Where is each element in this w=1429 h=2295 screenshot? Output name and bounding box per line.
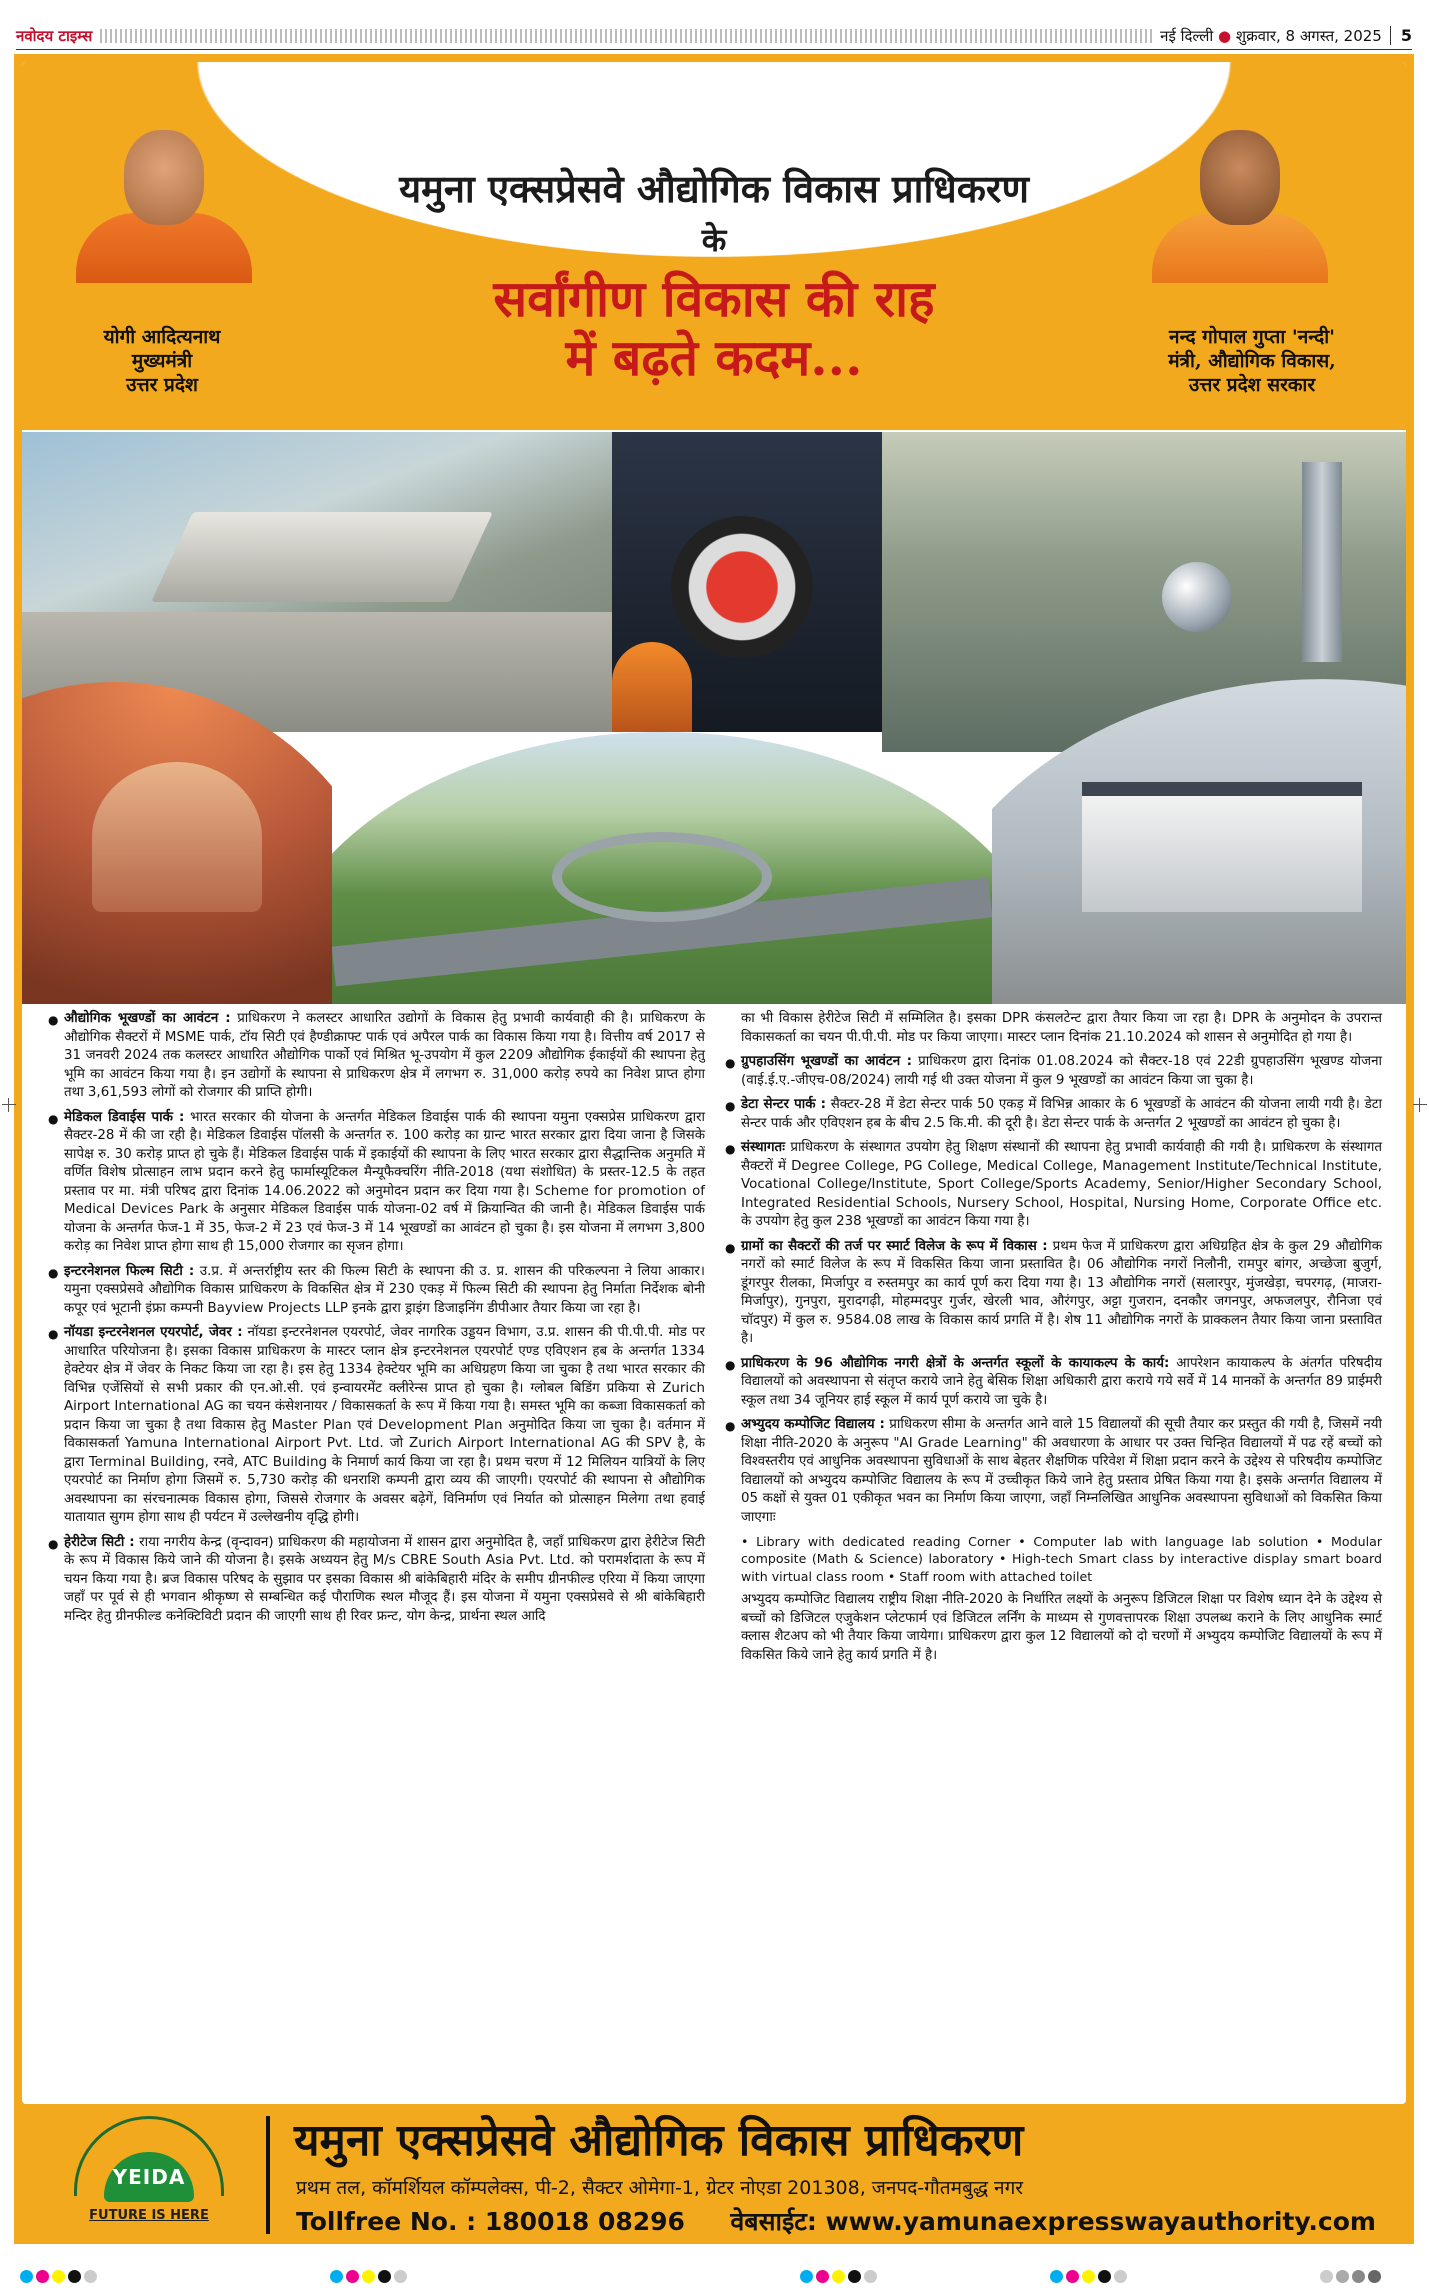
section-data-center-park [723, 1096, 1382, 1133]
section-heading: अभ्युदय कम्पोजिट विद्यालय : [741, 1417, 885, 1432]
school-building [1082, 782, 1362, 912]
leader-title: मुख्यमंत्री [131, 349, 193, 372]
temple-dome [92, 762, 262, 912]
interchange-ring [552, 832, 772, 922]
bullet-icon: ● [725, 1056, 736, 1070]
portrait-head [1200, 130, 1280, 225]
tower [1302, 462, 1342, 662]
logo-mark: YEIDA [104, 2152, 194, 2202]
column-left [46, 1010, 705, 2100]
sphere-structure [1162, 562, 1232, 632]
headline-connector: के [701, 221, 727, 259]
yeida-logo [44, 2112, 254, 2236]
section-industrial-plots [46, 1010, 705, 1103]
section-heading: औद्योगिक भूखण्डों का आवंटन : [64, 1011, 231, 1026]
section-film-city [46, 1263, 705, 1319]
person-figure [612, 642, 692, 732]
paper-name: नवोदय टाइम्स [16, 26, 93, 45]
photo-collage [22, 432, 1406, 1004]
section-heritage-city [46, 1534, 705, 1627]
dateline [1152, 26, 1382, 46]
section-heading: इन्टरनेशनल फिल्म सिटी : [64, 1263, 195, 1279]
color-registration [1050, 2270, 1127, 2283]
section-text: राया नगरीय केन्द्र (वृन्दावन) प्राधिकरण की महायोजना में शासन द्वारा अनुमोदित है, जहाँ प्राधिकरण द्वारा हेरीटेज सिटी के रूप में विकास किये जाने की योजना है। इसके अध्ययन हेतु M/s CBRE South Asia Pvt. Ltd. को परामर्शदाता के रूप में चयन किया गया है। ब्रज विकास परिषद के सुझाव पर इसका विकास श्री बांकेबिहारी मंदिर के समीप ग्रीनफील्ड एरिया में किया जाएगा जहाँ पर पूर्व से ही भगवान श्रीकृष्ण से सम्बन्धित कई पौराणिक स्थल मौजूद हैं। इस योजना में यमुना एक्सप्रेसवे से श्री बांकेबिहारी मन्दिर हेतु ग्रीनफील्ड कनेक्टिविटी प्रदान की जाएगी साथ ही रिवर फ्रन्ट, योग केन्द्र, प्रार्थना स्थल आदि [64, 1534, 706, 1624]
color-registration [1320, 2270, 1381, 2283]
footer [14, 2104, 1414, 2244]
motorsport-image [612, 432, 882, 732]
motorbike [652, 512, 832, 662]
section-abhyuday-school [723, 1416, 1382, 1527]
section-text: सैक्टर-28 में डेटा सेन्टर पार्क 50 एकड़ में विभिन्न आकार के 6 भूखण्डों के आवंटन की योजना लायी गयी है। डेटा सेन्टर पार्क और एविएशन हब के बीच 2.5 कि.मी. की दूरी है। डेटा सेन्टर पार्क के अन्तर्गत 2 भूखण्डों का आवंटन हो चुका है। [741, 1097, 1382, 1131]
headline-authority: यमुना एक्सप्रेसवे औद्योगिक विकास प्राधिकरण [399, 166, 1029, 211]
dot-icon: ● [1218, 26, 1232, 45]
registration-cross [1413, 1098, 1427, 1112]
section-text: आपरेशन कायाकल्प के अंतर्गत परिषदीय विद्यालयों को अवस्थापना से संतृप्त कराये जाने हेतु बेसिक शिक्षा अधिकारी द्वारा कराये गये सर्वे में 14 मानकों के अन्तर्गत 89 प्राईमरी स्कूल तथा 34 जूनियर हाई स्कूल में कार्य पूर्ण कराये जा चुके है। [741, 1355, 1382, 1408]
portrait-chief-minister [66, 118, 262, 268]
leader-name: नन्द गोपाल गुप्ता 'नन्दी' [1169, 326, 1335, 348]
section-institutional [723, 1139, 1382, 1232]
caption-chief-minister [52, 326, 272, 397]
section-text: प्रथम फेज में प्राधिकरण द्वारा अधिग्रहित क्षेत्र के कुल 29 औद्योगिक नगरों को स्मार्ट विलेज के रूप में विकसित किया जाना प्रस्तावित है। 06 औद्योगिक नगरों निलौनी, रामपुर बांगर, अच्छेजा बुजुर्ग, डूंगरपुर रीलका, मिर्जापुर व रुस्तमपुर का कार्य पूर्ण करा दिया गया है। 13 औद्योगिक नगरों (सलारपुर, मुंजखेड़ा, चपरगढ़, (माजरा-मिर्जापुर), गुनपुरा, मुरादगढ़ी, मोहम्मदपुर गुर्जर, खेरली भाव, औरंगपुर, अट्टा गुजरान, दनकौर जगनपुर, अफजलपुर, रौनिजा एवं चॉदपुर) में कुल रु. 9584.08 लाख के विकास कार्य प्रगति में है। शेष 11 औद्योगिक नगरों के प्राक्कलन तैयार किया जाना प्रस्तावित है। [741, 1238, 1382, 1346]
advertisement [14, 54, 1414, 2244]
headline-tagline [272, 269, 1156, 387]
city: नई दिल्ली [1160, 26, 1214, 45]
bullet-icon: ● [725, 1240, 736, 1255]
bullet-icon: ● [48, 1327, 59, 1341]
section-text: का भी विकास हेरीटेज सिटी में सम्मिलित है। इसका DPR कंसलटेन्ट द्वारा तैयार किया जा रहा है। DPR के अनुमोदन के उपरान्त विकासकर्ता का चयन पी.पी.पी. मोड पर किया जाएगा। मास्टर प्लान दिनांक 21.10.2024 को शासन से अनुमोदित हो गया है। [741, 1011, 1382, 1045]
section-text: प्राधिकरण के संस्थागत उपयोग हेतु शिक्षण संस्थानों की स्थापना हेतु प्रभावी कार्यवाही की गयी है। प्राधिकरण के संस्थागत सैक्टरों में Degree College, PG College, Medical College, Management Institute/Technical Institute, Vocational College/Institute, Sport College/Sports Academy, Senior/Higher Secondary School, Integrated Residential Schools, Nursery School, Hospital, Nursing Home, Corporate Office etc. के उपयोग हेतु कुल 238 भूखण्डों का आवंटन किया गया है। [741, 1140, 1383, 1229]
logo-tagline: FUTURE IS HERE [89, 2208, 209, 2223]
bullet-icon: ● [725, 1099, 736, 1113]
leader-state: उत्तर प्रदेश सरकार [1188, 373, 1316, 396]
section-text: प्राधिकरण ने कलस्टर आधारित उद्योगों के विकास हेतु प्रभावी कार्यवाही की है। प्राधिकरण के औद्योगिक सैक्टरों में MSME पार्क, टॉय सिटी एवं हैण्डीक्राफ्ट पार्क एवं अपैरल पार्क का विकास किया गया है। वित्तीय वर्ष 2017 से 31 जनवरी 2024 तक कलस्टर आधारित औद्योगिक पार्को एवं मिश्रित भू-उपयोग में कुल 2209 औद्योगिक ईकाईयों की स्थापना हेतु भूमि का आवंटन किया गया है। इन उद्योगों के स्थापना से प्राधिकरण क्षेत्र में लगभग रु. 31,000 करोड़ रुपये का निवेश प्राप्त होगा तथा 3,61,593 लोगों को रोजगार की प्राप्ति होगी। [64, 1011, 705, 1100]
section-heading: हेरीटेज सिटी : [64, 1534, 135, 1550]
bullet-icon: ● [48, 1111, 59, 1126]
section-medical-device-park [46, 1109, 705, 1257]
section-text: नॉयडा इन्टरनेशनल एयरपोर्ट, जेवर नागरिक उड्डयन विभाग, उ.प्र. शासन की पी.पी.पी. मोड पर आधारित परियोजना है। इसका विकास प्राधिकरण के मास्टर प्लान क्षेत्र इन्टरनेशनल एयरपोर्ट एण्ड एविएशन हब के अन्तर्गत 1334 हेक्टेयर क्षेत्र में जेवर के निकट किया जा रहा है। इस हेतु 1334 हेक्टेयर भूमि का अधिग्रहण किया जा चुका है तथा भारत सरकार की विभिन्न एजेंसियों से सभी प्रकार की एन.ओ.सी. एवं इन्वायरमेंट क्लीरेन्स प्राप्त हो चुका है। ग्लोबल बिडिंग प्रकिया से Zurich Airport International AG का चयन कंसेशनायर / विकासकर्ता के रूप में किया गया है। समस्त भूमि का कब्जा विकासकर्ता को प्रदान किया जा चुका है तथा विकास हेतु Master Plan एवं Development Plan अनुमोदित किया जा चुका है। वर्तमान में विकासकर्ता Yamuna International Airport Pvt. Ltd. जो Zurich Airport International AG की SPV है, के द्वारा Terminal Building, रनवे, ATC Building के निमार्ण कार्य किया जा रहा है। प्रथम चरण में 12 मिलियन यात्रियों के लिए एयरपोर्ट का निर्माण होगा जिसमें रु. 5,730 करोड़ की धनराशि कम्पनी द्वारा व्यय की जाएगी। एयरपोर्ट की स्थापना से औद्योगिक अवस्थापना का संरचनात्मक विकास होगा, जिससे रोजगार के अवसर बढ़ेगें, विनिर्माण एवं निर्यात को प्रोत्साहन मिलेगा तथा हवाई यातायात सुगम होगा साथ ही पर्यटन में उल्लेखनीय वृद्धि होगी। [64, 1325, 705, 1525]
section-school-kayakalp [723, 1355, 1382, 1411]
footer-divider [266, 2116, 270, 2234]
leader-state: उत्तर प्रदेश [126, 373, 198, 396]
section-text: प्राधिकरण सीमा के अन्तर्गत आने वाले 15 विद्यालयों की सूची तैयार कर प्रस्तुत की गयी है, जिसमें नयी शिक्षा नीति-2020 के अनुरूप "AI Grade Learning" की अवधारणा के आधार पर उक्त चिन्हित विद्यालयों में पढ रहें बच्चों को विश्वस्तरीय एवं आधुनिक अवस्थापना सुविधाओं के साथ बेहतर शैक्षणिक परिवेश में शिक्षा प्रदान करने के उद्देश्य से परिषदीय कम्पोजिट विद्यालयों को अभ्युदय कम्पोजिट विद्यालय के रूप में उच्चीकृत किये जाने हेतु प्रस्ताव प्रेषित किया गया है। इसके अन्तर्गत विद्यालय में 05 कक्षों से युक्त 01 एकीकृत भवन का निर्माण किया जाएगा, जहाँ निम्नलिखित आधुनिक अवस्थापना सुविधाओं को विकसित किया जाएगाः [741, 1417, 1382, 1525]
color-registration [800, 2270, 877, 2283]
date: शुक्रवार, 8 अगस्त, 2025 [1235, 26, 1382, 45]
section-noida-airport [46, 1324, 705, 1528]
leader-name: योगी आदित्यनाथ [103, 326, 221, 348]
airport-terminal [151, 512, 493, 602]
ad-content [22, 62, 1406, 2104]
section-smart-village [723, 1238, 1382, 1349]
tollfree-number[interactable]: 180018 08296 [484, 2207, 685, 2236]
section-heading: ग्रामों का सैक्टरों की तर्ज पर स्मार्ट विलेज के रूप में विकास : [741, 1238, 1048, 1254]
page-number: 5 [1390, 26, 1412, 45]
section-closing: अभ्युदय कम्पोजिट विद्यालय राष्ट्रीय शिक्षा नीति-2020 के निर्धारित लक्ष्यों के अनुरूप डिजिटल शिक्षा पर विशेष ध्यान देने के उद्देश्य से बच्चों को डिजिटल एजुकेशन प्लेटफार्म एवं डिजिटल लर्निंग के माध्यम से गुणवत्तापरक शिक्षा उपलब्ध कराने के लिए आधुनिक स्मार्ट क्लास शैटअप को भी तैयार किया जायेगा। प्राधिकरण द्वारा कुल 12 विद्यालयों को दो चरणों में अभ्युदय कम्पोजिट विद्यालयों के रूप में विकसित किये जाने हेतु कार्य प्रगति में है। [741, 1592, 1382, 1663]
bullet-icon: ● [48, 1013, 59, 1027]
footer-title: यमुना एक्सप्रेसवे औद्योगिक विकास प्राधिकरण [294, 2115, 1024, 2166]
color-registration [330, 2270, 407, 2283]
column-right [723, 1010, 1382, 2100]
bullet-icon: ● [725, 1357, 736, 1372]
section-group-housing [723, 1053, 1382, 1090]
website-label: वेबसाईट: [730, 2207, 817, 2236]
portrait-minister [1142, 118, 1338, 268]
bullet-icon: ● [48, 1536, 59, 1551]
section-heading: प्राधिकरण के 96 औद्योगिक नगरी क्षेत्रों के अन्तर्गत स्कूलों के कायाकल्प के कार्य: [741, 1355, 1170, 1371]
section-heading: ग्रुपहाउसिंग भूखण्डों का आवंटन : [741, 1054, 913, 1069]
section-heading: संस्थागतः [741, 1140, 785, 1155]
caption-minister [1122, 326, 1382, 397]
bullet-icon: ● [48, 1265, 59, 1280]
section-text: प्राधिकरण द्वारा दिनांक 01.08.2024 को सैक्टर-18 एवं 22डी ग्रुपहाउसिंग भूखण्ड योजना (वाई.ई.ए.-जीएच-08/2024) लायी गई थी उक्त योजना में कुल 9 भूखण्डों का आवंटन किया जा चुका है। [741, 1054, 1382, 1088]
hero [22, 62, 1406, 430]
footer-address: प्रथम तल, कॉमर्शियल कॉम्पलेक्स, पी-2, सैक्टर ओमेगा-1, ग्रेटर नोएडा 201308, जनपद-गौतमबुद्ध नगर [296, 2177, 1024, 2199]
portrait-head [124, 130, 204, 225]
footer-contact [296, 2204, 1376, 2238]
section-heading: नॉयडा इन्टरनेशनल एयरपोर्ट, जेवर : [64, 1325, 243, 1340]
bullet-icon: ● [725, 1419, 736, 1433]
article-body [46, 1010, 1382, 2100]
leader-title: मंत्री, औद्योगिक विकास, [1168, 349, 1336, 372]
masthead [16, 22, 1412, 50]
masthead-pattern [100, 29, 1152, 43]
hero-headline [272, 162, 1156, 387]
bullet-icon: ● [725, 1142, 736, 1156]
registration-cross [2, 1098, 16, 1112]
section-heading: मेडिकल डिवाईस पार्क : [64, 1109, 185, 1125]
facility-list: • Library with dedicated reading Corner • Computer lab with language lab solution • Modular composite (Math & Science) laboratory • High-tech Smart class by interactive display smart board with virtual class room • Staff room with attached toilet [741, 1534, 1382, 1584]
color-registration [20, 2270, 97, 2283]
section-text: उ.प्र. में अन्तर्राष्ट्रीय स्तर की फिल्म सिटी के स्थापना की उ. प्र. शासन की परिकल्पना ने लिया आकार। यमुना एक्सप्रेसवे औद्योगिक विकास प्राधिकरण के विकसित क्षेत्र में 230 एकड़ में फिल्म सिटी की स्थापना हेतु निर्माता निर्देशक बोनी कपूर एवं भूटानी इंफ्रा कम्पनी Bayview Projects LLP इनके द्वारा ड्राइंग डिजाइनिंग डीपीआर तैयार किया जा रहा है। [64, 1263, 705, 1316]
section-heading: डेटा सेन्टर पार्क : [741, 1097, 826, 1112]
expressway-image [332, 732, 992, 1004]
website-link[interactable]: www.yamunaexpresswayauthority.com [825, 2207, 1376, 2236]
headline-tagline-a: सर्वांगीण विकास की राह [493, 269, 935, 328]
headline-tagline-b: में बढ़ते कदम... [565, 328, 863, 387]
section-heritage-city-cont [723, 1010, 1382, 1047]
section-text: भारत सरकार की योजना के अन्तर्गत मेडिकल डिवाईस पार्क की स्थापना यमुना एक्सप्रेस प्राधिकरण द्वारा सैक्टर-28 में की जा रही है। मेडिकल डिवाईस पॉलसी के अन्तर्गत रु. 100 करोड़ का ग्रान्ट भारत सरकार द्वारा दिया जाना है जिसके सापेक्ष रु. 30 करोड़ प्राप्त हो चुके हैं। मेडिकल डिवाईस पार्क में इकाईयों की स्थापना के लिए भारत सरकार द्वारा सैद्धान्तिक अनुमति में वर्णित विशेष प्रोत्साहन लाभ प्रदान करने हेतु फार्मास्यूटिकल मैन्यूफैक्चरिंग नीति-2018 (यथा संशोधित) के प्रस्तर-12.5 के तहत प्रस्ताव पर मा. मंत्री परिषद द्वारा दिनांक 14.06.2022 को अनुमोदन प्रदान कर दिया गया है। Scheme for promotion of Medical Devices Park के अनुसार मेडिकल डिवाईस पार्क योजना-02 वर्ष में क्रियान्वित की जानी है। मेडिकल डिवाईस पार्क योजना के अन्तर्गत फेज-1 में 35, फेज-2 में 23 एवं फेज-3 में 14 भूखण्डों का आवंटन हो चुका है। इस योजना में लगभग 3,800 करोड़ का निवेश प्राप्त होगा साथ ही 15,000 रोजगार का सृजन होगा। [64, 1109, 705, 1254]
tollfree-label: Tollfree No. : [296, 2207, 477, 2236]
registration-bar [0, 2270, 1429, 2288]
